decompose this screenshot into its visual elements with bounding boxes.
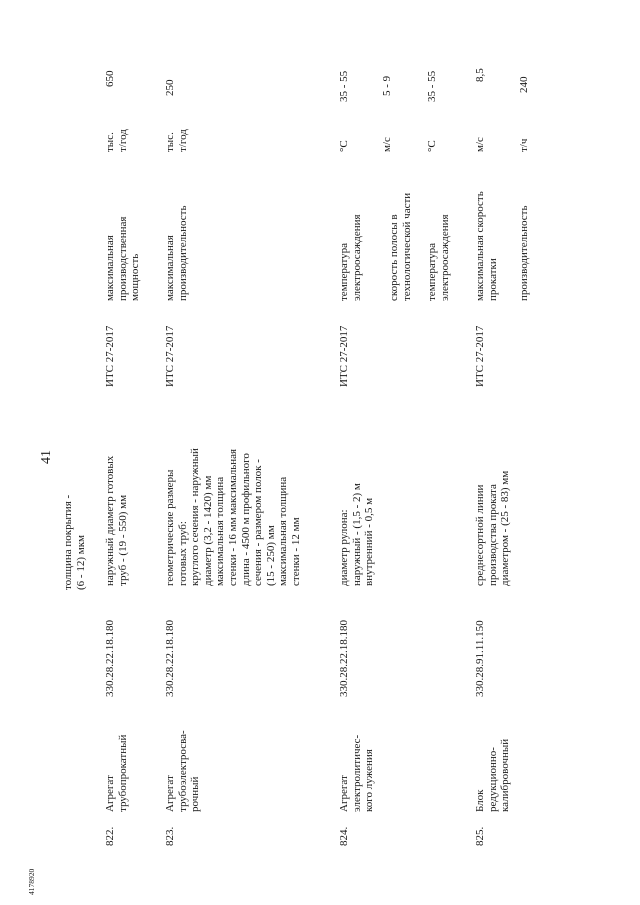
equipment-name: Агрегат трубоэлектросва- рочный (164, 730, 202, 812)
parameter-name: максимальная производительность (164, 205, 189, 301)
parameter-name: скорость полосы в технологической части (388, 192, 413, 301)
parameter-unit: °С (426, 140, 438, 152)
parameter-unit: м/с (381, 137, 393, 152)
parameter-name: температура электроосаждения (338, 214, 363, 301)
its-reference: ИТС 27-2017 (474, 325, 486, 387)
row-number: 825. (474, 826, 486, 846)
parameter-name: температура электроосаждения (426, 214, 451, 301)
its-reference: ИТС 27-2017 (104, 325, 116, 387)
okpd-code: 330.28.22.18.180 (104, 620, 116, 697)
parameter-unit: т/ч (518, 138, 530, 152)
okpd-code: 330.28.22.18.180 (338, 620, 350, 697)
page-number: 41 (39, 450, 54, 464)
parameter-name: максимальная скорость прокатки (474, 191, 499, 301)
equipment-description: геометрические размеры готовых труб: круглого сечения - наружный диаметр (3,2 - 1420) мм максимальная толщина стенки - 16 мм максимальная длина - 4500 м профильного сечения - размером полок - (15 - 250) мм максимальная толщина стенки - 12 мм (164, 448, 302, 586)
parameter-value: 250 (164, 79, 176, 96)
parameter-value: 35 - 55 (426, 70, 438, 102)
its-reference: ИТС 27-2017 (164, 325, 176, 387)
parameter-unit: м/с (474, 137, 486, 152)
equipment-description: диаметр рулона: наружный - (1,5 - 2) м внутренний - 0,5 м (338, 483, 376, 586)
parameter-unit: тыс. т/год (164, 129, 189, 152)
okpd-code: 330.28.91.11.150 (474, 620, 486, 697)
row-number: 823. (164, 826, 176, 846)
equipment-description: среднесортной линии производства проката диаметром - (25 - 83) мм (474, 470, 512, 586)
equipment-name: Блок редукционно- калибровочный (474, 738, 512, 812)
parameter-value: 240 (518, 76, 530, 93)
parameter-value: 8,5 (474, 68, 486, 82)
parameter-name: максимальная производственная мощность (104, 216, 142, 301)
equipment-name: Агрегат трубопрокатный (104, 734, 129, 812)
parameter-value: 650 (104, 70, 116, 87)
parameter-name: производительность (518, 205, 530, 301)
equipment-name: Агрегат электролитичес- кого лужения (338, 734, 376, 812)
side-mark: 4178920 (27, 868, 36, 895)
parameter-value: 5 - 9 (381, 75, 393, 96)
parameter-unit: °С (338, 140, 350, 152)
its-reference: ИТС 27-2017 (338, 325, 350, 387)
carry-over-text: толщина покрытия - (6 - 12) мкм (62, 494, 87, 590)
row-number: 824. (338, 826, 350, 846)
equipment-description: наружный диаметр готовых труб - (19 - 550) мм (104, 455, 129, 586)
parameter-value: 35 - 55 (338, 70, 350, 102)
row-number: 822. (104, 826, 116, 846)
okpd-code: 330.28.22.18.180 (164, 620, 176, 697)
parameter-unit: тыс. т/год (104, 129, 129, 152)
